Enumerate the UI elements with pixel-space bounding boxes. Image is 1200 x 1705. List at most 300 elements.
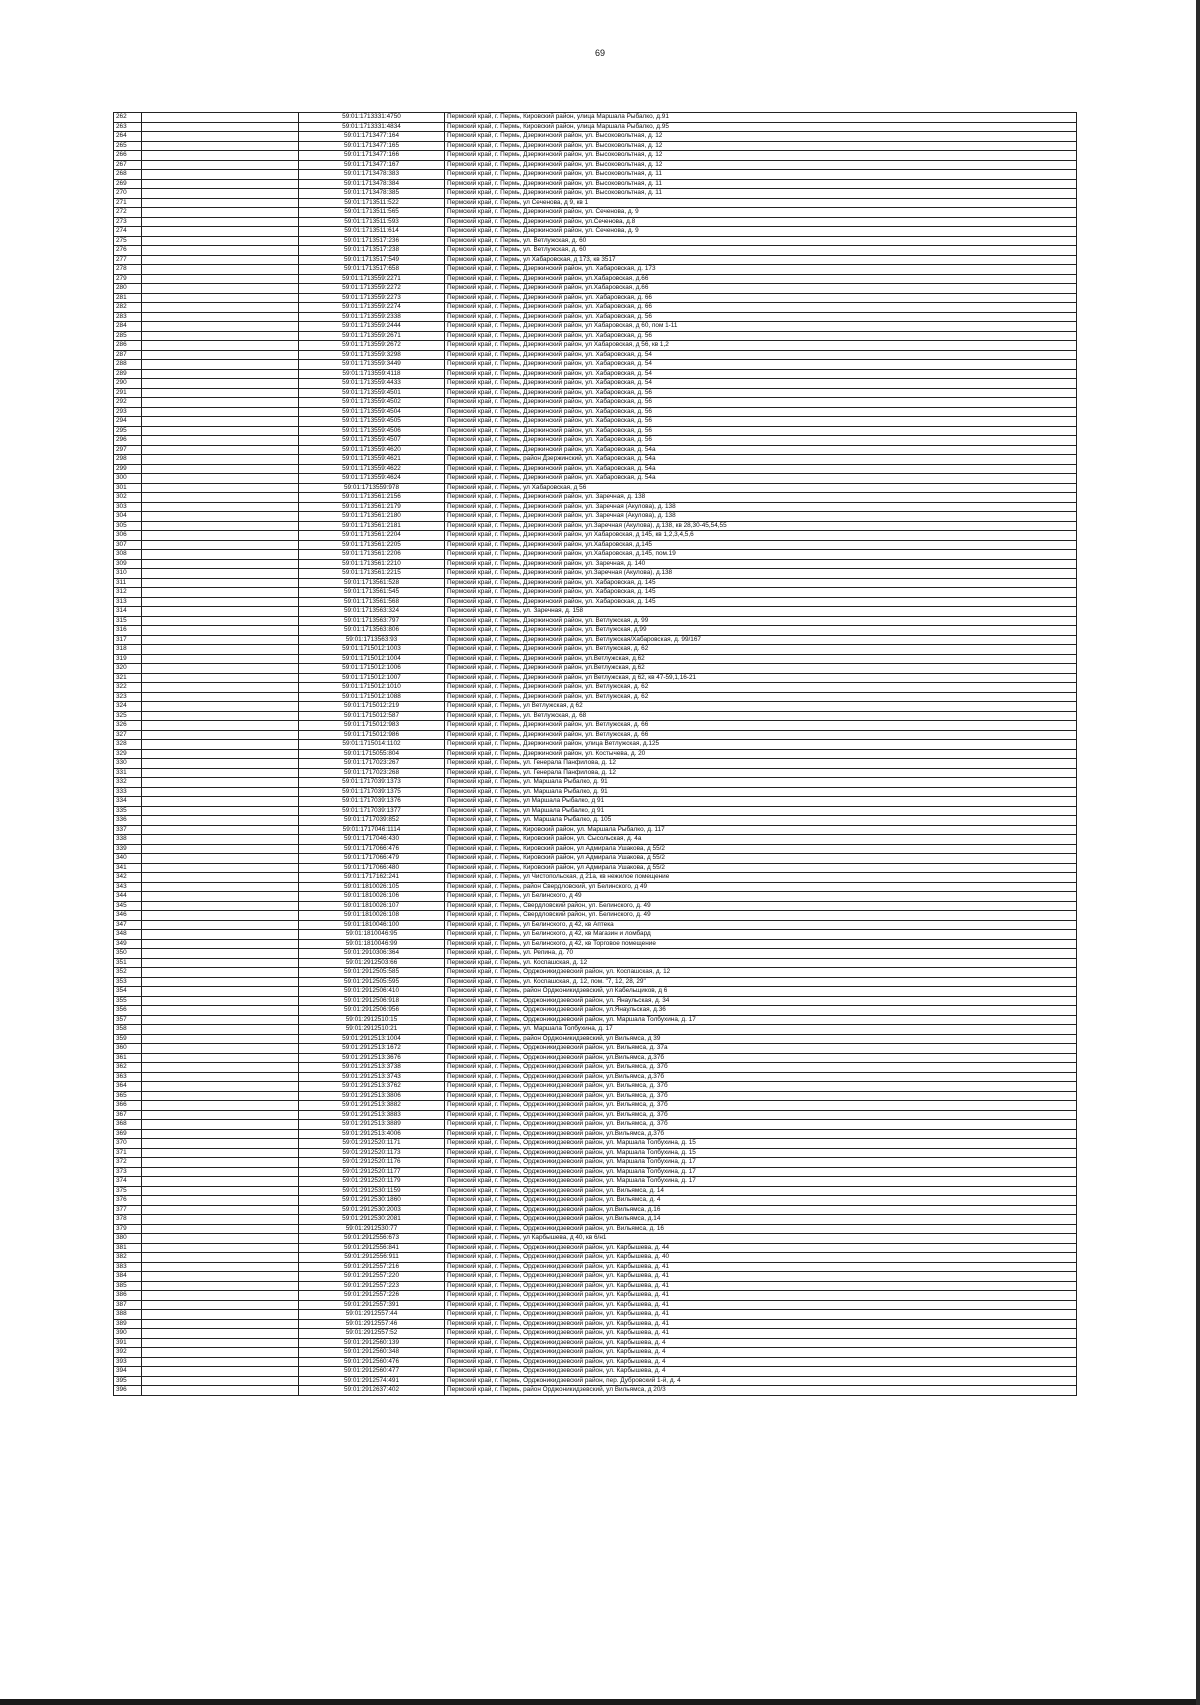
cadastral-number-cell: 59:01:2912574:491 (299, 1376, 445, 1386)
blank-cell (142, 379, 299, 389)
blank-cell (142, 702, 299, 712)
blank-cell (142, 911, 299, 921)
cadastral-number-cell: 59:01:2912506:410 (299, 987, 445, 997)
blank-cell (142, 787, 299, 797)
row-number-cell: 350 (114, 949, 142, 959)
row-number-cell: 348 (114, 930, 142, 940)
blank-cell (142, 170, 299, 180)
blank-cell (142, 892, 299, 902)
address-cell: Пермский край, г. Пермь, Свердловский район, ул. Белинского, д. 49 (445, 901, 1077, 911)
table-row (114, 854, 1077, 864)
address-cell: Пермский край, г. Пермь, Дзержинский район, ул. Хабаровская, д. 145 (445, 588, 1077, 598)
address-cell: Пермский край, г. Пермь, Орджоникидзевский район, ул. Карбышева, д. 41 (445, 1262, 1077, 1272)
row-number-cell: 320 (114, 664, 142, 674)
cadastral-number-cell: 59:01:1715055:804 (299, 749, 445, 759)
blank-cell (142, 540, 299, 550)
blank-cell (142, 303, 299, 313)
row-number-cell: 283 (114, 312, 142, 322)
blank-cell (142, 825, 299, 835)
table-row (114, 303, 1077, 313)
blank-cell (142, 1196, 299, 1206)
address-cell: Пермский край, г. Пермь, ул Ветлужская, д 62 (445, 702, 1077, 712)
address-cell: Пермский край, г. Пермь, Дзержинский район, улица Ветлужская, д.125 (445, 740, 1077, 750)
table-row (114, 711, 1077, 721)
address-cell: Пермский край, г. Пермь, Дзержинский район, ул. Хабаровская, д. 56 (445, 417, 1077, 427)
address-cell: Пермский край, г. Пермь, Дзержинский район, ул. Хабаровская, д. 56 (445, 407, 1077, 417)
address-cell: Пермский край, г. Пермь, Орджоникидзевский район, ул.Янаульская, д.36 (445, 1006, 1077, 1016)
table-row (114, 740, 1077, 750)
row-number-cell: 303 (114, 502, 142, 512)
address-cell: Пермский край, г. Пермь, Дзержинский район, ул. Высоковольтная, д. 11 (445, 179, 1077, 189)
table-row (114, 569, 1077, 579)
row-number-cell: 309 (114, 559, 142, 569)
table-row (114, 702, 1077, 712)
row-number-cell: 280 (114, 284, 142, 294)
row-number-cell: 321 (114, 673, 142, 683)
blank-cell (142, 360, 299, 370)
blank-cell (142, 417, 299, 427)
cadastral-number-cell: 59:01:1713517:238 (299, 246, 445, 256)
address-cell: Пермский край, г. Пермь, ул Белинского, д 42, кв Магазин и ломбард (445, 930, 1077, 940)
address-cell: Пермский край, г. Пермь, Дзержинский район, ул.Ветлужская, д.62 (445, 664, 1077, 674)
blank-cell (142, 1205, 299, 1215)
row-number-cell: 354 (114, 987, 142, 997)
blank-cell (142, 749, 299, 759)
cadastral-number-cell: 59:01:1713561:2205 (299, 540, 445, 550)
table-row (114, 464, 1077, 474)
table-row (114, 521, 1077, 531)
row-number-cell: 395 (114, 1376, 142, 1386)
blank-cell (142, 987, 299, 997)
address-cell: Пермский край, г. Пермь, район Орджоникидзевский, ул Кабельщиков, д 6 (445, 987, 1077, 997)
blank-cell (142, 550, 299, 560)
table-row (114, 626, 1077, 636)
blank-cell (142, 1177, 299, 1187)
table-row (114, 977, 1077, 987)
address-cell: Пермский край, г. Пермь, Дзержинский район, ул. Хабаровская, д. 173 (445, 265, 1077, 275)
row-number-cell: 363 (114, 1072, 142, 1082)
blank-cell (142, 398, 299, 408)
row-number-cell: 298 (114, 455, 142, 465)
cadastral-number-cell: 59:01:1713477:164 (299, 132, 445, 142)
table-row (114, 1300, 1077, 1310)
address-cell: Пермский край, г. Пермь, Дзержинский район, ул. Заречная, д. 140 (445, 559, 1077, 569)
table-row (114, 692, 1077, 702)
blank-cell (142, 217, 299, 227)
address-cell: Пермский край, г. Пермь, Кировский район, ул Адмирала Ушакова, д 55/2 (445, 863, 1077, 873)
address-cell: Пермский край, г. Пермь, Орджоникидзевский район, ул. Карбышева, д. 41 (445, 1329, 1077, 1339)
table-row (114, 132, 1077, 142)
address-cell: Пермский край, г. Пермь, ул. Генерала Панфилова, д. 12 (445, 768, 1077, 778)
address-cell: Пермский край, г. Пермь, район Орджоникидзевский, ул Вильямса, д 39 (445, 1034, 1077, 1044)
address-cell: Пермский край, г. Пермь, Дзержинский район, ул. Хабаровская, д. 56 (445, 388, 1077, 398)
row-number-cell: 296 (114, 436, 142, 446)
row-number-cell: 365 (114, 1091, 142, 1101)
row-number-cell: 340 (114, 854, 142, 864)
address-cell: Пермский край, г. Пермь, Дзержинский район, ул Хабаровская, д 145, кв 1,2,3,4,5,6 (445, 531, 1077, 541)
blank-cell (142, 246, 299, 256)
address-cell: Пермский край, г. Пермь, Кировский район, улица Маршала Рыбалко, д.91 (445, 113, 1077, 123)
address-cell: Пермский край, г. Пермь, ул Хабаровская, д 56 (445, 483, 1077, 493)
blank-cell (142, 844, 299, 854)
address-cell: Пермский край, г. Пермь, Кировский район, улица Маршала Рыбалко, д.95 (445, 122, 1077, 132)
table-row (114, 483, 1077, 493)
blank-cell (142, 445, 299, 455)
row-number-cell: 391 (114, 1338, 142, 1348)
row-number-cell: 291 (114, 388, 142, 398)
address-cell: Пермский край, г. Пермь, Дзержинский район, ул.Хабаровская, д.66 (445, 274, 1077, 284)
cadastral-number-cell: 59:01:1713559:2272 (299, 284, 445, 294)
address-cell: Пермский край, г. Пермь, Свердловский район, ул. Белинского, д. 49 (445, 911, 1077, 921)
table-row (114, 749, 1077, 759)
cadastral-number-cell: 59:01:1713517:549 (299, 255, 445, 265)
blank-cell (142, 1224, 299, 1234)
row-number-cell: 362 (114, 1063, 142, 1073)
table-row (114, 198, 1077, 208)
address-cell: Пермский край, г. Пермь, Орджоникидзевский район, ул. Карбышева, д. 41 (445, 1310, 1077, 1320)
cadastral-number-cell: 59:01:1717039:1375 (299, 787, 445, 797)
address-cell: Пермский край, г. Пермь, Дзержинский район, ул. Ветлужская, д. 66 (445, 721, 1077, 731)
table-row (114, 1072, 1077, 1082)
blank-cell (142, 673, 299, 683)
row-number-cell: 361 (114, 1053, 142, 1063)
table-row (114, 873, 1077, 883)
blank-cell (142, 949, 299, 959)
blank-cell (142, 996, 299, 1006)
row-number-cell: 335 (114, 806, 142, 816)
blank-cell (142, 151, 299, 161)
address-cell: Пермский край, г. Пермь, Дзержинский район, ул. Высоковольтная, д. 12 (445, 160, 1077, 170)
blank-cell (142, 1167, 299, 1177)
cadastral-number-cell: 59:01:1713477:165 (299, 141, 445, 151)
blank-cell (142, 208, 299, 218)
blank-cell (142, 341, 299, 351)
row-number-cell: 264 (114, 132, 142, 142)
blank-cell (142, 331, 299, 341)
address-cell: Пермский край, г. Пермь, Орджоникидзевский район, ул. Вильямса, д. 37б (445, 1082, 1077, 1092)
row-number-cell: 376 (114, 1196, 142, 1206)
address-cell: Пермский край, г. Пермь, ул. Заречная, д. 158 (445, 607, 1077, 617)
cadastral-number-cell: 59:01:1717046:1114 (299, 825, 445, 835)
blank-cell (142, 930, 299, 940)
cadastral-number-cell: 59:01:2912556:673 (299, 1234, 445, 1244)
address-cell: Пермский край, г. Пермь, Дзержинский район, ул. Хабаровская, д. 54а (445, 474, 1077, 484)
blank-cell (142, 1072, 299, 1082)
table-row (114, 1158, 1077, 1168)
row-number-cell: 317 (114, 635, 142, 645)
row-number-cell: 284 (114, 322, 142, 332)
address-cell: Пермский край, г. Пермь, Дзержинский район, ул. Хабаровская, д. 145 (445, 578, 1077, 588)
blank-cell (142, 189, 299, 199)
blank-cell (142, 768, 299, 778)
table-row (114, 398, 1077, 408)
table-row (114, 645, 1077, 655)
cadastral-number-cell: 59:01:1713561:568 (299, 597, 445, 607)
row-number-cell: 349 (114, 939, 142, 949)
row-number-cell: 307 (114, 540, 142, 550)
row-number-cell: 311 (114, 578, 142, 588)
cadastral-number-cell: 59:01:2912557:220 (299, 1272, 445, 1282)
cadastral-number-cell: 59:01:1810046:99 (299, 939, 445, 949)
row-number-cell: 394 (114, 1367, 142, 1377)
cadastral-number-cell: 59:01:2912560:477 (299, 1367, 445, 1377)
cadastral-number-cell: 59:01:1713561:2179 (299, 502, 445, 512)
blank-cell (142, 436, 299, 446)
address-cell: Пермский край, г. Пермь, Дзержинский район, ул. Хабаровская, д. 66 (445, 293, 1077, 303)
row-number-cell: 329 (114, 749, 142, 759)
cadastral-number-cell: 59:01:1713331:4750 (299, 113, 445, 123)
table-row (114, 1234, 1077, 1244)
row-number-cell: 288 (114, 360, 142, 370)
blank-cell (142, 1082, 299, 1092)
cadastral-number-cell: 59:01:2912506:918 (299, 996, 445, 1006)
blank-cell (142, 664, 299, 674)
address-cell: Пермский край, г. Пермь, ул. Ветлужская, д. 60 (445, 236, 1077, 246)
blank-cell (142, 531, 299, 541)
blank-cell (142, 265, 299, 275)
row-number-cell: 290 (114, 379, 142, 389)
page-number: 69 (594, 48, 605, 58)
blank-cell (142, 1386, 299, 1396)
blank-cell (142, 578, 299, 588)
address-cell: Пермский край, г. Пермь, Дзержинский район, ул.Сеченова, д.8 (445, 217, 1077, 227)
address-cell: Пермский край, г. Пермь, Дзержинский район, ул Хабаровская, д 56, кв 1,2 (445, 341, 1077, 351)
cadastral-number-cell: 59:01:1713563:93 (299, 635, 445, 645)
table-row (114, 540, 1077, 550)
cadastral-number-cell: 59:01:2912510:15 (299, 1015, 445, 1025)
cadastral-number-cell: 59:01:2912560:139 (299, 1338, 445, 1348)
table-row (114, 1338, 1077, 1348)
blank-cell (142, 778, 299, 788)
cadastral-number-cell: 59:01:2912530:2081 (299, 1215, 445, 1225)
address-cell: Пермский край, г. Пермь, ул Маршала Рыбалко, д 91 (445, 797, 1077, 807)
row-number-cell: 315 (114, 616, 142, 626)
table-row (114, 436, 1077, 446)
address-cell: Пермский край, г. Пермь, ул Белинского, д 42, кв Торговое помещение (445, 939, 1077, 949)
blank-cell (142, 236, 299, 246)
table-row (114, 1386, 1077, 1396)
table-row (114, 597, 1077, 607)
blank-cell (142, 1186, 299, 1196)
address-cell: Пермский край, г. Пермь, Дзержинский район, ул. Ветлужская, д. 62 (445, 645, 1077, 655)
table-row (114, 911, 1077, 921)
blank-cell (142, 616, 299, 626)
table-row (114, 350, 1077, 360)
address-cell: Пермский край, г. Пермь, Дзержинский район, ул.Хабаровская, д.145, пом.19 (445, 550, 1077, 560)
blank-cell (142, 1120, 299, 1130)
row-number-cell: 294 (114, 417, 142, 427)
table-row (114, 189, 1077, 199)
cadastral-number-cell: 59:01:1713561:2156 (299, 493, 445, 503)
row-number-cell: 277 (114, 255, 142, 265)
table-row (114, 493, 1077, 503)
table-row (114, 360, 1077, 370)
row-number-cell: 310 (114, 569, 142, 579)
row-number-cell: 392 (114, 1348, 142, 1358)
blank-cell (142, 597, 299, 607)
table-row (114, 958, 1077, 968)
row-number-cell: 276 (114, 246, 142, 256)
blank-cell (142, 1025, 299, 1035)
table-row (114, 825, 1077, 835)
cadastral-number-cell: 59:01:1715014:1102 (299, 740, 445, 750)
row-number-cell: 279 (114, 274, 142, 284)
table-row (114, 217, 1077, 227)
cadastral-number-cell: 59:01:1717162:241 (299, 873, 445, 883)
address-cell: Пермский край, г. Пермь, ул. Коспашская, д. 12 (445, 958, 1077, 968)
blank-cell (142, 132, 299, 142)
cadastral-number-cell: 59:01:2912520:1179 (299, 1177, 445, 1187)
address-cell: Пермский край, г. Пермь, ул Карбышева, д 40, кв 6/н1 (445, 1234, 1077, 1244)
cadastral-number-cell: 59:01:1713559:4622 (299, 464, 445, 474)
address-cell: Пермский край, г. Пермь, ул. Репина, д. 70 (445, 949, 1077, 959)
cadastral-number-cell: 59:01:1717066:476 (299, 844, 445, 854)
row-number-cell: 385 (114, 1281, 142, 1291)
table-row (114, 122, 1077, 132)
blank-cell (142, 1034, 299, 1044)
cadastral-number-cell: 59:01:1713559:4624 (299, 474, 445, 484)
blank-cell (142, 882, 299, 892)
cadastral-number-cell: 59:01:1713559:978 (299, 483, 445, 493)
address-cell: Пермский край, г. Пермь, Дзержинский район, ул.Хабаровская, д.145 (445, 540, 1077, 550)
blank-cell (142, 1148, 299, 1158)
row-number-cell: 287 (114, 350, 142, 360)
blank-cell (142, 274, 299, 284)
blank-cell (142, 1091, 299, 1101)
table-row (114, 1310, 1077, 1320)
table-row (114, 284, 1077, 294)
table-row (114, 1319, 1077, 1329)
blank-cell (142, 635, 299, 645)
table-row (114, 322, 1077, 332)
cadastral-number-cell: 59:01:1810046:100 (299, 920, 445, 930)
cadastral-number-cell: 59:01:2912513:1004 (299, 1034, 445, 1044)
row-number-cell: 312 (114, 588, 142, 598)
table-row (114, 1148, 1077, 1158)
cadastral-number-cell: 59:01:2912510:21 (299, 1025, 445, 1035)
row-number-cell: 353 (114, 977, 142, 987)
table-row (114, 1224, 1077, 1234)
address-cell: Пермский край, г. Пермь, Кировский район, ул. Сысольская, д. 4а (445, 835, 1077, 845)
blank-cell (142, 1272, 299, 1282)
blank-cell (142, 350, 299, 360)
row-number-cell: 271 (114, 198, 142, 208)
table-row (114, 816, 1077, 826)
cadastral-number-cell: 59:01:1717066:479 (299, 854, 445, 864)
table-row (114, 170, 1077, 180)
row-number-cell: 347 (114, 920, 142, 930)
row-number-cell: 333 (114, 787, 142, 797)
row-number-cell: 313 (114, 597, 142, 607)
cadastral-number-cell: 59:01:2912505:585 (299, 968, 445, 978)
cadastral-number-cell: 59:01:2912557:46 (299, 1319, 445, 1329)
cadastral-number-cell: 59:01:1717039:1376 (299, 797, 445, 807)
blank-cell (142, 816, 299, 826)
cadastral-number-cell: 59:01:2912506:956 (299, 1006, 445, 1016)
cadastral-number-cell: 59:01:1713561:2210 (299, 559, 445, 569)
registry-table (113, 112, 1077, 1396)
blank-cell (142, 1357, 299, 1367)
blank-cell (142, 968, 299, 978)
cadastral-number-cell: 59:01:2912637:402 (299, 1386, 445, 1396)
table-row (114, 844, 1077, 854)
blank-cell (142, 1281, 299, 1291)
blank-cell (142, 1262, 299, 1272)
table-row (114, 179, 1077, 189)
table-row (114, 1139, 1077, 1149)
table-row (114, 797, 1077, 807)
row-number-cell: 326 (114, 721, 142, 731)
blank-cell (142, 901, 299, 911)
blank-cell (142, 654, 299, 664)
row-number-cell: 295 (114, 426, 142, 436)
cadastral-number-cell: 59:01:2912513:3676 (299, 1053, 445, 1063)
cadastral-number-cell: 59:01:1713559:4620 (299, 445, 445, 455)
table-row (114, 616, 1077, 626)
row-number-cell: 292 (114, 398, 142, 408)
address-cell: Пермский край, г. Пермь, Орджоникидзевский район, ул. Карбышева, д. 4 (445, 1348, 1077, 1358)
address-cell: Пермский край, г. Пермь, Орджоникидзевский район, ул. Вильямса, д. 14 (445, 1186, 1077, 1196)
cadastral-number-cell: 59:01:1715012:1007 (299, 673, 445, 683)
row-number-cell: 388 (114, 1310, 142, 1320)
cadastral-number-cell: 59:01:1713511:614 (299, 227, 445, 237)
address-cell: Пермский край, г. Пермь, Орджоникидзевский район, ул. Карбышева, д. 4 (445, 1367, 1077, 1377)
address-cell: Пермский край, г. Пермь, Дзержинский район, ул. Высоковольтная, д. 12 (445, 141, 1077, 151)
table-row (114, 635, 1077, 645)
table-row (114, 426, 1077, 436)
cadastral-number-cell: 59:01:2910306:364 (299, 949, 445, 959)
blank-cell (142, 284, 299, 294)
blank-cell (142, 407, 299, 417)
table-row (114, 778, 1077, 788)
row-number-cell: 382 (114, 1253, 142, 1263)
blank-cell (142, 113, 299, 123)
cadastral-number-cell: 59:01:1713559:2672 (299, 341, 445, 351)
address-cell: Пермский край, г. Пермь, район Свердловский, ул Белинского, д 49 (445, 882, 1077, 892)
row-number-cell: 351 (114, 958, 142, 968)
table-row (114, 968, 1077, 978)
cadastral-number-cell: 59:01:1713561:2215 (299, 569, 445, 579)
address-cell: Пермский край, г. Пермь, Орджоникидзевский район, ул. Карбышева, д. 44 (445, 1243, 1077, 1253)
table-row (114, 455, 1077, 465)
row-number-cell: 357 (114, 1015, 142, 1025)
row-number-cell: 301 (114, 483, 142, 493)
address-cell: Пермский край, г. Пермь, ул. Маршала Толбухина, д. 17 (445, 1025, 1077, 1035)
table-row (114, 274, 1077, 284)
row-number-cell: 323 (114, 692, 142, 702)
blank-cell (142, 474, 299, 484)
cadastral-number-cell: 59:01:1717039:1377 (299, 806, 445, 816)
table-row (114, 1177, 1077, 1187)
row-number-cell: 380 (114, 1234, 142, 1244)
row-number-cell: 342 (114, 873, 142, 883)
cadastral-number-cell: 59:01:2912557:44 (299, 1310, 445, 1320)
blank-cell (142, 521, 299, 531)
blank-cell (142, 1015, 299, 1025)
table-row (114, 227, 1077, 237)
table-row (114, 930, 1077, 940)
row-number-cell: 293 (114, 407, 142, 417)
address-cell: Пермский край, г. Пермь, Дзержинский район, ул. Ветлужская, д.99 (445, 626, 1077, 636)
cadastral-number-cell: 59:01:2912557:391 (299, 1300, 445, 1310)
blank-cell (142, 464, 299, 474)
address-cell: Пермский край, г. Пермь, Дзержинский район, ул. Хабаровская, д. 54а (445, 445, 1077, 455)
row-number-cell: 386 (114, 1291, 142, 1301)
address-cell: Пермский край, г. Пермь, Дзержинский район, ул.Хабаровская, д.66 (445, 284, 1077, 294)
cadastral-number-cell: 59:01:1715012:587 (299, 711, 445, 721)
row-number-cell: 370 (114, 1139, 142, 1149)
table-row (114, 445, 1077, 455)
